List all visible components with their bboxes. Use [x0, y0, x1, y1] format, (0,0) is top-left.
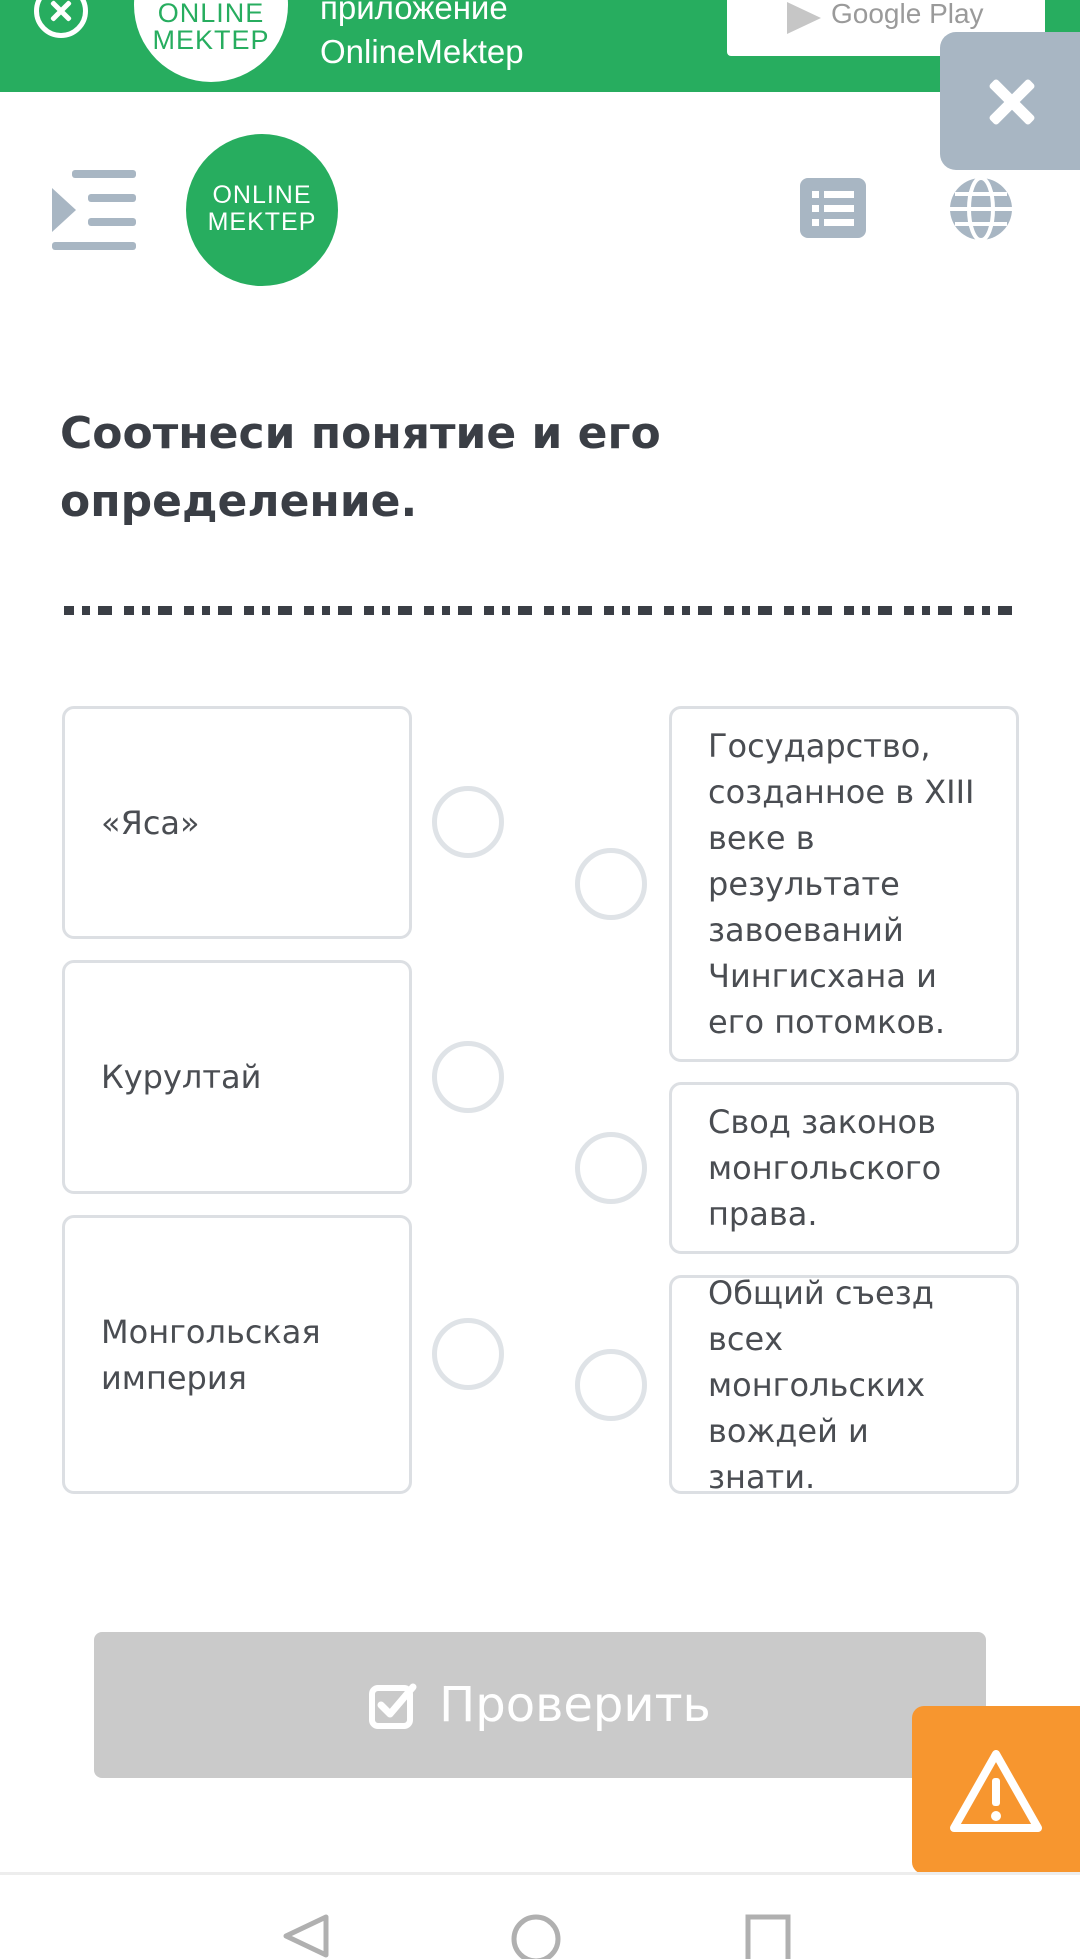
nav-home-icon[interactable] [510, 1913, 562, 1959]
app-promo-banner [0, 0, 1080, 92]
term-card-yasa[interactable] [62, 706, 412, 939]
definition-card-1[interactable] [669, 706, 1019, 1062]
definition-label: Свод законов монгольского права. [708, 1103, 942, 1233]
term-connector-1[interactable] [432, 786, 504, 858]
banner-logo-line1: ONLINE [157, 0, 265, 28]
question-title: Соотнеси понятие и его определение. [60, 408, 661, 527]
online-mektep-logo[interactable] [186, 134, 338, 286]
logo-line2: MEKTEP [207, 208, 317, 236]
close-overlay-button[interactable] [940, 32, 1080, 170]
definition-connector-1[interactable] [575, 848, 647, 920]
banner-logo-line2: MEKTEP [152, 25, 270, 55]
definition-label: Государство, созданное в XIII веке в результате завоеваний Чингисхана и его потомков. [708, 727, 975, 1041]
warning-icon [912, 1706, 1080, 1874]
definition-connector-3[interactable] [575, 1349, 647, 1421]
logo-line1: ONLINE [212, 181, 312, 209]
banner-text-line1: приложение [320, 0, 508, 26]
google-play-icon [787, 2, 821, 34]
definition-label: Общий съезд всех монгольских вождей и знати. [708, 1273, 934, 1496]
system-nav-bar [0, 1872, 1080, 1953]
term-card-mongol-empire[interactable] [62, 1215, 412, 1494]
term-label: «Яса» [101, 803, 200, 842]
banner-text-line2: OnlineMektep [320, 33, 524, 70]
nav-recent-apps-icon[interactable] [744, 1913, 792, 1959]
term-connector-3[interactable] [432, 1318, 504, 1390]
checkbox-check-icon [369, 1681, 417, 1729]
google-play-label: Google Play [831, 0, 984, 29]
check-answer-label: Проверить [439, 1677, 711, 1733]
banner-close-icon[interactable] [34, 0, 88, 38]
banner-logo [134, 0, 288, 82]
definition-card-3[interactable] [669, 1275, 1019, 1494]
globe-icon[interactable] [948, 176, 1014, 242]
nav-back-icon[interactable] [280, 1913, 330, 1959]
definition-card-2[interactable] [669, 1082, 1019, 1254]
term-connector-2[interactable] [432, 1041, 504, 1113]
term-label: Монгольская империя [101, 1312, 321, 1397]
menu-toggle-icon[interactable] [50, 170, 136, 250]
report-problem-button[interactable] [912, 1706, 1080, 1874]
task-list-icon[interactable] [800, 178, 866, 238]
check-answer-button[interactable] [94, 1632, 986, 1778]
definition-connector-2[interactable] [575, 1132, 647, 1204]
term-card-kurultai[interactable] [62, 960, 412, 1194]
banner-text [320, 0, 524, 74]
term-label: Курултай [101, 1058, 262, 1096]
section-divider [64, 606, 1014, 615]
